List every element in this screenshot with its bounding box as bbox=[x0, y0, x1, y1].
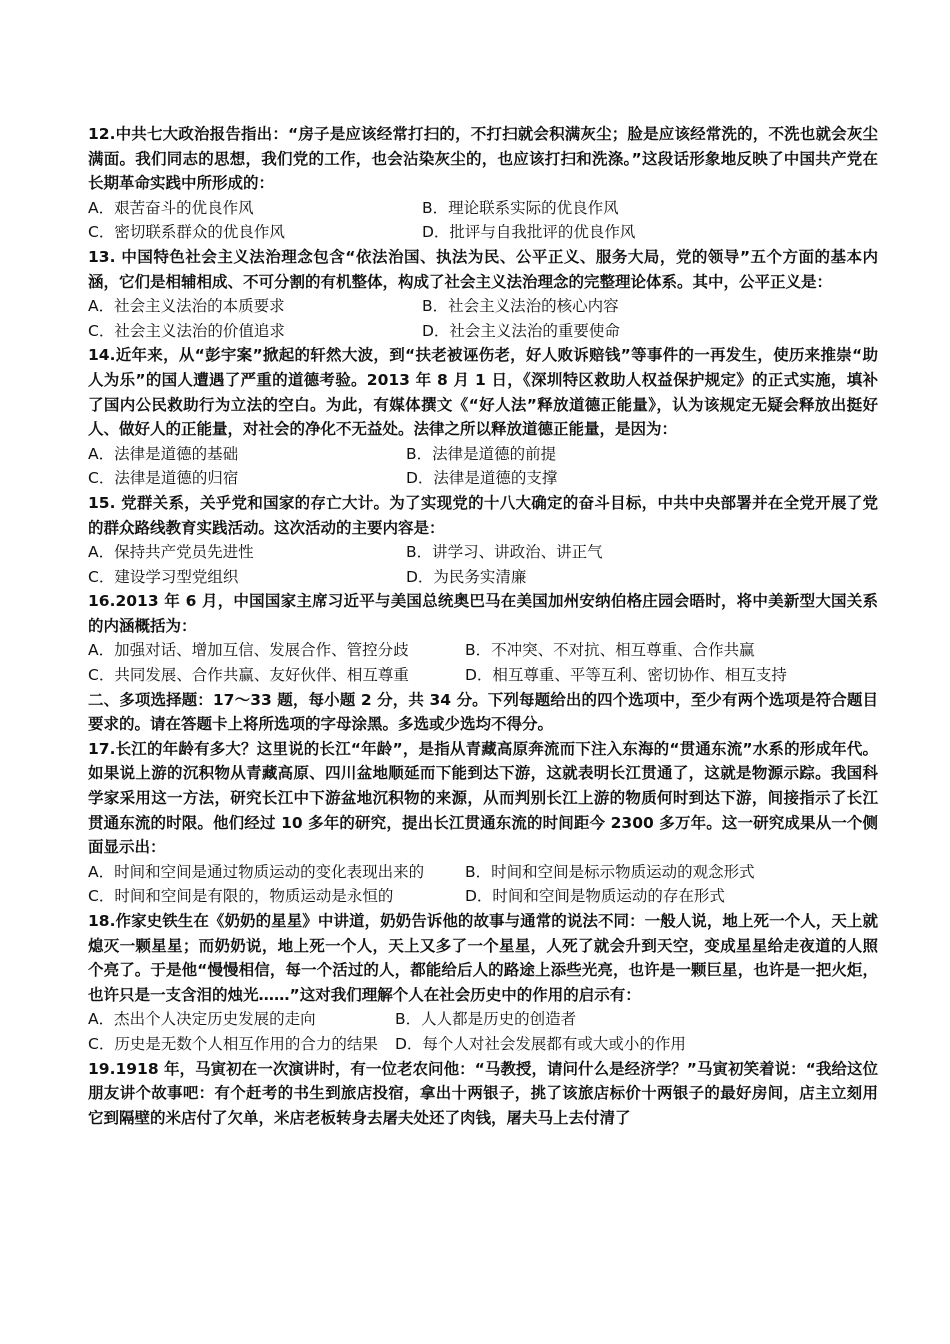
question-13-options bbox=[88, 294, 878, 343]
question-15-stem: 15. 党群关系，关乎党和国家的存亡大计。为了实现党的十八大确定的奋斗目标，中共中央部署并在全党开展了党的群众路线教育实践活动。这次活动的主要内容是： bbox=[88, 493, 878, 537]
option-c[interactable]: C．时间和空间是有限的，物质运动是永恒的 bbox=[88, 887, 394, 906]
question-18-stem: 18.作家史铁生在《奶奶的星星》中讲道，奶奶告诉他的故事与通常的说法不同：一般人说，地上死一个人，天上就熄灭一颗星星；而奶奶说，地上死一个人，天上又多了一个星星，人死了就会升到天空，变成星星给走夜道的人照个亮了。于是他“慢慢相信，每一个活过的人，都能给后人的路途上添些光亮，也许是一颗巨星，也许是一把火炬，也许只是一支含泪的烛光……”这对我们理解个人在社会历史中的作用的启示有： bbox=[88, 912, 878, 1004]
option-c[interactable]: C．建设学习型党组织 bbox=[88, 567, 239, 586]
option-d[interactable]: D．相互尊重、平等互利、密切协作、相互支持 bbox=[465, 666, 787, 685]
option-c[interactable]: C．历史是无数个人相互作用的合力的结果 bbox=[88, 1034, 378, 1053]
question-15-options bbox=[88, 540, 878, 589]
option-d[interactable]: D．批评与自我批评的优良作风 bbox=[422, 223, 636, 242]
question-19-stem: 19.1918 年，马寅初在一次演讲时，有一位老农问他：“马教授，请问什么是经济学？”马寅初笑着说：“我给这位朋友讲个故事吧：有个赶考的书生到旅店投宿，拿出十两银子，挑了该旅店标价十两银子的最好房间，店主立刻用它到隔壁的米店付了欠单，米店老板转身去屠夫处还了肉钱，屠夫马上去付清了 bbox=[88, 1059, 878, 1127]
exam-page bbox=[88, 122, 878, 1130]
question-16-stem: 16.2013 年 6 月，中国国家主席习近平与美国总统奥巴马在美国加州安纳伯格庄园会晤时，将中美新型大国关系的内涵概括为： bbox=[88, 592, 878, 635]
option-c[interactable]: C．社会主义法治的价值追求 bbox=[88, 321, 285, 340]
option-b[interactable]: B．不冲突、不对抗、相互尊重、合作共赢 bbox=[465, 641, 755, 660]
option-d[interactable]: D．社会主义法治的重要使命 bbox=[422, 321, 620, 340]
option-c[interactable]: C．法律是道德的归宿 bbox=[88, 469, 239, 488]
option-a[interactable]: A．社会主义法治的本质要求 bbox=[88, 297, 285, 316]
option-a[interactable]: A．加强对话、增加互信、发展合作、管控分歧 bbox=[88, 641, 409, 660]
option-d[interactable]: D．法律是道德的支撑 bbox=[406, 469, 558, 488]
option-a[interactable]: A．时间和空间是通过物质运动的变化表现出来的 bbox=[88, 862, 425, 881]
option-d[interactable]: D．时间和空间是物质运动的存在形式 bbox=[465, 887, 725, 906]
option-b[interactable]: B．时间和空间是标示物质运动的观念形式 bbox=[465, 862, 755, 881]
option-b[interactable]: B．人人都是历史的创造者 bbox=[395, 1010, 577, 1029]
option-d[interactable]: D．为民务实清廉 bbox=[406, 567, 527, 586]
question-13-stem: 13. 中国特色社会主义法治理念包含“依法治国、执法为民、公平正义、服务大局，党的领导”五个方面的基本内涵，它们是相辅相成、不可分割的有机整体，构成了社会主义法治理念的完整理论体系。其中，公平正义是： bbox=[88, 247, 878, 291]
question-14-stem: 14.近年来，从“彭宇案”掀起的轩然大波，到“扶老被诬伤老，好人败诉赔钱”等事件的一再发生，使历来推崇“助人为乐”的国人遭遇了严重的道德考验。2013 年 8 月 1 日，《深圳特区救助人权益保护规定》的正式实施，填补了国内公民救助行为立法的空白。为此，有媒体撰文《“好人法”释放道德正能量》，认为该规定无疑会释放出挺好人、做好人的正能量，对社会的净化不无益处。法律之所以释放道德正能量，是因为： bbox=[88, 346, 878, 439]
question-12-stem: 12.中共七大政治报告指出：“房子是应该经常打扫的，不打扫就会积满灰尘；脸是应该经常洗的，不洗也就会灰尘满面。我们同志的思想，我们党的工作，也会沾染灰尘的，也应该打扫和洗涤。”这段话形象地反映了中国共产党在长期革命实践中所形成的： bbox=[88, 125, 878, 193]
question-12-options bbox=[88, 196, 878, 245]
option-a[interactable]: A．法律是道德的基础 bbox=[88, 444, 239, 463]
section-heading-multiple-choice: 二、多项选择题：17～33 题，每小题 2 分，共 34 分。下列每题给出的四个选项中，至少有两个选项是符合题目要求的。请在答题卡上将所选项的字母涂黑。多选或少选均不得分。 bbox=[88, 690, 878, 734]
option-b[interactable]: B．社会主义法治的核心内容 bbox=[422, 297, 619, 316]
option-b[interactable]: B．法律是道德的前提 bbox=[406, 444, 557, 463]
option-c[interactable]: C．共同发展、合作共赢、友好伙伴、相互尊重 bbox=[88, 666, 409, 685]
option-b[interactable]: B．讲学习、讲政治、讲正气 bbox=[406, 543, 603, 562]
option-c[interactable]: C．密切联系群众的优良作风 bbox=[88, 223, 285, 242]
option-a[interactable]: A．艰苦奋斗的优良作风 bbox=[88, 198, 254, 217]
option-a[interactable]: A．杰出个人决定历史发展的走向 bbox=[88, 1010, 316, 1029]
question-17-options bbox=[88, 860, 878, 909]
option-a[interactable]: A．保持共产党员先进性 bbox=[88, 543, 254, 562]
question-14-options bbox=[88, 442, 878, 491]
option-b[interactable]: B．理论联系实际的优良作风 bbox=[422, 198, 619, 217]
question-16-options bbox=[88, 638, 878, 687]
option-d[interactable]: D．每个人对社会发展都有或大或小的作用 bbox=[395, 1034, 686, 1053]
question-17-stem: 17.长江的年龄有多大？这里说的长江“年龄”，是指从青藏高原奔流而下注入东海的“贯通东流”水系的形成年代。如果说上游的沉积物从青藏高原、四川盆地顺延而下能到达下游，这就表明长江贯通了，这就是物源示踪。我国科学家采用这一方法，研究长江中下游盆地沉积物的来源，从而判别长江上游的物质何时到达下游，间接指示了长江贯通东流的时限。他们经过 10 多年的研究，提出长江贯通东流的时间距今 2300 多万年。这一研究成果从一个侧面显示出： bbox=[88, 739, 878, 857]
question-18-options bbox=[88, 1007, 878, 1056]
